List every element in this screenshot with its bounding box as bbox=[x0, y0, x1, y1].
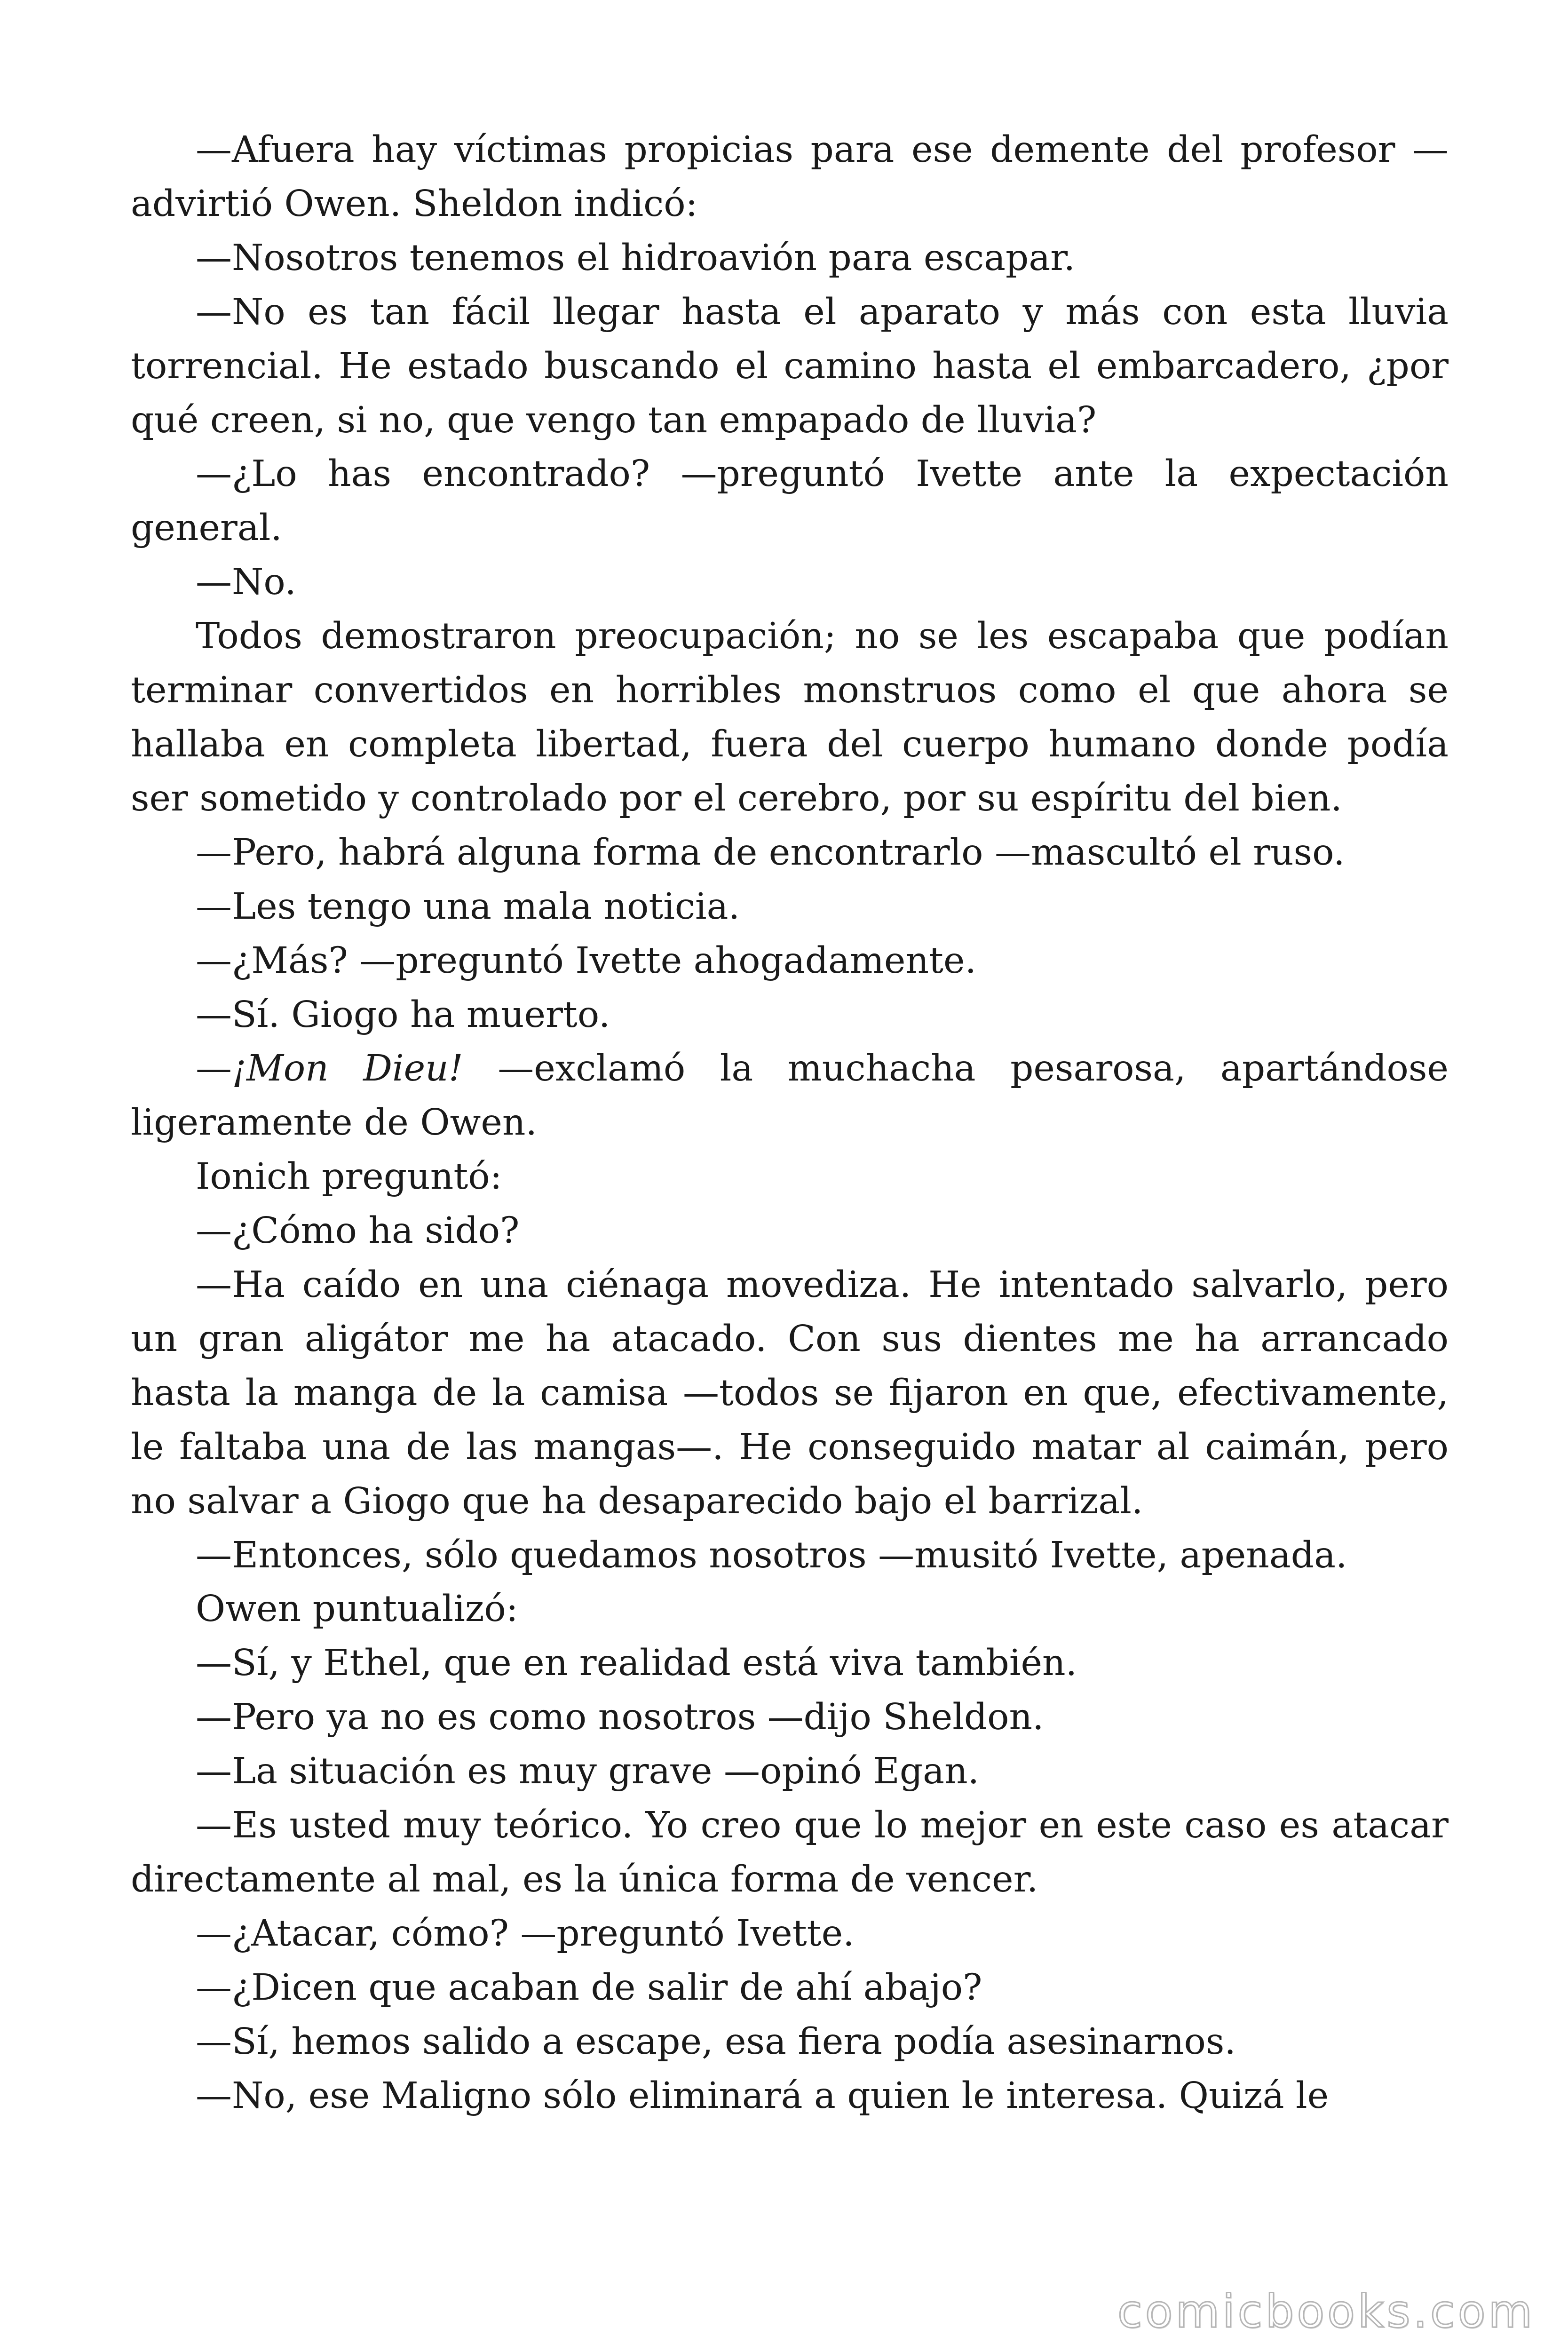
paragraph-20: —Es usted muy teórico. Yo creo que lo mejor en este caso es atacar directamente al mal, es la única forma de vencer. bbox=[131, 1804, 1449, 1900]
paragraph-11-prefix: — bbox=[196, 1048, 232, 1090]
paragraph-11-suffix: —exclamó la muchacha pesarosa, apartándose ligeramente de Owen. bbox=[131, 1048, 1449, 1144]
paragraph-5: —No. bbox=[196, 561, 296, 604]
paragraph-23: —Sí, hemos salido a escape, esa fiera podía asesinarnos. bbox=[196, 2020, 1236, 2063]
paragraph-16: Owen puntualizó: bbox=[196, 1588, 518, 1630]
paragraph-1: —Afuera hay víctimas propicias para ese demente del profesor —advirtió Owen. Sheldon indicó: bbox=[131, 129, 1449, 225]
paragraph-11-italic: ¡Mon Dieu! bbox=[232, 1048, 463, 1090]
paragraph-21: —¿Atacar, cómo? —preguntó Ivette. bbox=[196, 1912, 855, 1955]
paragraph-7: —Pero, habrá alguna forma de encontrarlo —mascultó el ruso. bbox=[196, 831, 1345, 874]
paragraph-18: —Pero ya no es como nosotros —dijo Sheldon. bbox=[196, 1696, 1044, 1739]
paragraph-22: —¿Dicen que acaban de salir de ahí abajo? bbox=[196, 1966, 982, 2009]
body-text bbox=[131, 123, 1449, 2123]
paragraph-2: —Nosotros tenemos el hidroavión para escapar. bbox=[196, 237, 1076, 279]
paragraph-8: —Les tengo una mala noticia. bbox=[196, 885, 740, 928]
paragraph-10: —Sí. Giogo ha muerto. bbox=[196, 993, 610, 1036]
paragraph-6: Todos demostraron preocupación; no se les escapaba que podían terminar convertidos en horribles monstruos como el que ahora se hallaba en completa libertad, fuera del cuerpo humano donde podía ser sometido y controlado por el cerebro, por su espíritu del bien. bbox=[131, 615, 1449, 819]
paragraph-12: Ionich preguntó: bbox=[196, 1156, 502, 1198]
paragraph-4: —¿Lo has encontrado? —preguntó Ivette ante la expectación general. bbox=[131, 453, 1449, 549]
paragraph-11 bbox=[131, 1042, 1449, 1150]
paragraph-24: —No, ese Maligno sólo eliminará a quien le interesa. Quizá le bbox=[196, 2074, 1329, 2117]
paragraph-9: —¿Más? —preguntó Ivette ahogadamente. bbox=[196, 939, 977, 982]
paragraph-14: —Ha caído en una ciénaga movediza. He intentado salvarlo, pero un gran aligátor me ha atacado. Con sus dientes me ha arrancado hasta la manga de la camisa —todos se fijaron en que, efectivamente, le faltaba una de las mangas—. He conseguido matar al caimán, pero no salvar a Giogo que ha desaparecido bajo el barrizal. bbox=[131, 1264, 1449, 1522]
paragraph-13: —¿Cómo ha sido? bbox=[196, 1210, 520, 1252]
paragraph-17: —Sí, y Ethel, que en realidad está viva también. bbox=[196, 1642, 1077, 1685]
paragraph-15: —Entonces, sólo quedamos nosotros —musitó Ivette, apenada. bbox=[196, 1534, 1347, 1576]
watermark: comicbooks.com bbox=[1117, 2285, 1535, 2338]
paragraph-19: —La situación es muy grave —opinó Egan. bbox=[196, 1750, 980, 1793]
paragraph-3: —No es tan fácil llegar hasta el aparato y más con esta lluvia torrencial. He estado buscando el camino hasta el embarcadero, ¿por qué creen, si no, que vengo tan empapado de lluvia? bbox=[131, 291, 1449, 441]
